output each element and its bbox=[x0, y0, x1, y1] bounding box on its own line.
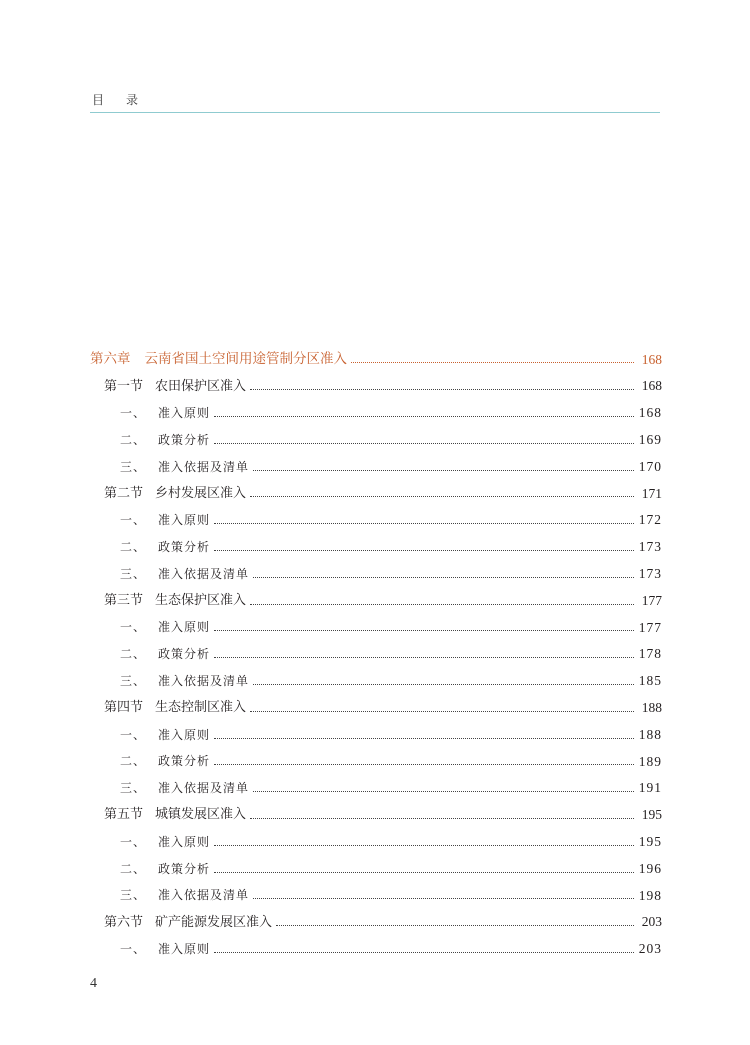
toc-entry-label bbox=[120, 729, 210, 741]
toc-entry-label bbox=[104, 701, 246, 714]
toc-entry-title: 矿产能源发展区准入 bbox=[155, 914, 273, 930]
toc-section-row[interactable] bbox=[90, 480, 662, 507]
toc-entry-title: 准入依据及清单 bbox=[158, 459, 250, 474]
toc-entry-page: 170 bbox=[638, 458, 662, 474]
toc-entry-number: 三、 bbox=[120, 781, 147, 796]
toc-dot-leader bbox=[250, 710, 634, 712]
toc-entry-number: 二、 bbox=[120, 539, 147, 554]
toc-entry-page: 178 bbox=[638, 646, 662, 662]
toc-entry-page: 171 bbox=[641, 485, 662, 501]
toc-entry-title: 准入原则 bbox=[158, 620, 211, 635]
toc-entry-number: 三、 bbox=[120, 459, 147, 474]
toc-entry-title: 准入依据及清单 bbox=[158, 566, 250, 581]
toc-entry-label bbox=[120, 461, 249, 473]
toc-entry-number: 一、 bbox=[120, 620, 147, 635]
toc-entry-label bbox=[120, 675, 249, 687]
toc-item-row[interactable] bbox=[90, 775, 662, 802]
toc-dot-leader bbox=[276, 924, 634, 926]
toc-entry-label bbox=[90, 350, 347, 367]
toc-dot-leader bbox=[253, 576, 634, 578]
toc-entry-page: 173 bbox=[638, 539, 662, 555]
toc-entry-label bbox=[120, 621, 210, 633]
toc-entry-label bbox=[120, 514, 210, 526]
toc-dot-leader bbox=[214, 549, 634, 551]
toc-entry-number: 第四节 bbox=[104, 700, 144, 716]
toc-dot-leader bbox=[351, 361, 634, 363]
toc-entry-label bbox=[104, 487, 246, 500]
toc-entry-title: 农田保护区准入 bbox=[155, 378, 247, 394]
toc-entry-label bbox=[120, 407, 210, 419]
toc-entry-label bbox=[104, 594, 246, 607]
toc-entry-number: 三、 bbox=[120, 888, 147, 903]
toc-entry-number: 三、 bbox=[120, 566, 147, 581]
toc-entry-page: 177 bbox=[641, 592, 662, 608]
toc-entry-title: 乡村发展区准入 bbox=[155, 485, 247, 501]
toc-entry-title: 政策分析 bbox=[158, 539, 211, 554]
toc-entry-number: 二、 bbox=[120, 861, 147, 876]
header-rule bbox=[90, 112, 660, 113]
toc-entry-number: 二、 bbox=[120, 647, 147, 662]
toc-dot-leader bbox=[214, 522, 634, 524]
toc-section-row[interactable] bbox=[90, 909, 662, 936]
toc-item-row[interactable] bbox=[90, 641, 662, 668]
toc-item-row[interactable] bbox=[90, 828, 662, 855]
toc-entry-number: 二、 bbox=[120, 754, 147, 769]
toc-entry-number: 一、 bbox=[120, 834, 147, 849]
toc-item-row[interactable] bbox=[90, 453, 662, 480]
toc-entry-title: 政策分析 bbox=[158, 432, 211, 447]
toc-entry-label bbox=[120, 782, 249, 794]
toc-entry-title: 准入原则 bbox=[158, 513, 211, 528]
toc-entry-number: 一、 bbox=[120, 941, 147, 956]
toc-dot-leader bbox=[214, 415, 634, 417]
toc-dot-leader bbox=[214, 763, 634, 765]
toc-entry-number: 一、 bbox=[120, 727, 147, 742]
toc-dot-leader bbox=[250, 388, 634, 390]
toc-entry-title: 准入依据及清单 bbox=[158, 888, 250, 903]
toc-dot-leader bbox=[214, 629, 634, 631]
toc-dot-leader bbox=[214, 737, 634, 739]
toc-entry-label bbox=[104, 808, 246, 821]
toc-entry-page: 188 bbox=[641, 700, 662, 715]
toc-entry-number: 第六节 bbox=[104, 914, 144, 930]
toc-entry-page: 198 bbox=[638, 887, 662, 903]
toc-entry-title: 准入原则 bbox=[158, 834, 211, 849]
toc-entry-page: 203 bbox=[638, 941, 662, 957]
header-title: 目录 bbox=[92, 93, 161, 107]
toc-entry-title: 政策分析 bbox=[158, 647, 211, 662]
toc-section-row[interactable] bbox=[90, 802, 662, 829]
toc-entry-page: 203 bbox=[641, 914, 662, 930]
toc-entry-page: 195 bbox=[638, 833, 662, 849]
toc-item-row[interactable] bbox=[90, 614, 662, 641]
toc-item-row[interactable] bbox=[90, 668, 662, 695]
toc-section-row[interactable] bbox=[90, 373, 662, 400]
toc-item-row[interactable] bbox=[90, 400, 662, 427]
toc-entry-number: 第六章 bbox=[90, 350, 131, 367]
toc-entry-title: 政策分析 bbox=[158, 861, 211, 876]
toc-entry-title: 准入依据及清单 bbox=[158, 673, 250, 688]
toc-item-row[interactable] bbox=[90, 748, 662, 775]
toc-dot-leader bbox=[214, 656, 634, 658]
toc-entry-title: 政策分析 bbox=[158, 754, 211, 769]
toc-entry-label bbox=[120, 863, 210, 875]
toc-item-row[interactable] bbox=[90, 855, 662, 882]
toc-dot-leader bbox=[253, 469, 634, 471]
toc-entry-label bbox=[120, 648, 210, 660]
toc-entry-label bbox=[120, 836, 210, 848]
toc-entry-label bbox=[104, 380, 246, 393]
toc-dot-leader bbox=[250, 817, 634, 819]
toc-entry-page: 177 bbox=[638, 619, 662, 635]
toc-entry-number: 第二节 bbox=[104, 485, 144, 501]
toc-section-row[interactable] bbox=[90, 587, 662, 614]
toc-entry-title: 城镇发展区准入 bbox=[155, 807, 247, 823]
toc-entry-title: 准入原则 bbox=[158, 727, 211, 742]
toc-entry-number: 三、 bbox=[120, 673, 147, 688]
toc-entry-page: 168 bbox=[641, 351, 662, 367]
table-of-contents bbox=[90, 346, 662, 962]
toc-entry-title: 准入原则 bbox=[158, 405, 211, 420]
toc-entry-page: 185 bbox=[638, 673, 662, 689]
toc-entry-page: 173 bbox=[638, 566, 662, 582]
toc-dot-leader bbox=[250, 495, 634, 497]
toc-item-row[interactable] bbox=[90, 721, 662, 748]
toc-item-row[interactable] bbox=[90, 936, 662, 963]
toc-entry-label bbox=[120, 755, 210, 767]
toc-entry-page: 168 bbox=[641, 378, 662, 394]
toc-entry-page: 195 bbox=[641, 807, 662, 823]
toc-entry-label bbox=[120, 434, 210, 446]
toc-entry-label bbox=[120, 568, 249, 580]
toc-entry-title: 生态控制区准入 bbox=[155, 700, 247, 716]
toc-entry-label bbox=[120, 943, 210, 955]
toc-entry-title: 云南省国土空间用途管制分区准入 bbox=[144, 350, 347, 367]
toc-entry-number: 二、 bbox=[120, 432, 147, 447]
toc-entry-title: 准入原则 bbox=[158, 941, 211, 956]
toc-section-row[interactable] bbox=[90, 694, 662, 721]
toc-dot-leader bbox=[214, 871, 634, 873]
toc-item-row[interactable] bbox=[90, 534, 662, 561]
toc-entry-label bbox=[120, 889, 249, 901]
toc-entry-title: 生态保护区准入 bbox=[155, 593, 247, 609]
toc-entry-page: 196 bbox=[638, 860, 662, 876]
toc-entry-number: 一、 bbox=[120, 405, 147, 420]
toc-item-row[interactable] bbox=[90, 560, 662, 587]
toc-entry-title: 准入依据及清单 bbox=[158, 781, 250, 796]
toc-entry-number: 一、 bbox=[120, 513, 147, 528]
toc-item-row[interactable] bbox=[90, 882, 662, 909]
toc-entry-page: 189 bbox=[638, 753, 662, 769]
toc-entry-page: 172 bbox=[638, 512, 662, 528]
toc-dot-leader bbox=[250, 603, 634, 605]
toc-entry-page: 188 bbox=[638, 726, 662, 742]
toc-dot-leader bbox=[214, 951, 634, 953]
toc-entry-page: 191 bbox=[638, 780, 662, 796]
toc-dot-leader bbox=[214, 442, 634, 444]
toc-dot-leader bbox=[214, 844, 634, 846]
toc-entry-page: 168 bbox=[638, 405, 662, 421]
toc-dot-leader bbox=[253, 790, 634, 792]
toc-entry-page: 169 bbox=[638, 432, 662, 448]
toc-dot-leader bbox=[253, 683, 634, 685]
toc-entry-number: 第三节 bbox=[104, 593, 144, 609]
page-number: 4 bbox=[90, 976, 97, 991]
toc-entry-number: 第一节 bbox=[104, 378, 144, 394]
toc-entry-label bbox=[104, 916, 272, 929]
toc-chapter-row[interactable] bbox=[90, 346, 662, 373]
toc-item-row[interactable] bbox=[90, 507, 662, 534]
toc-entry-number: 第五节 bbox=[104, 807, 144, 823]
toc-entry-label bbox=[120, 541, 210, 553]
toc-dot-leader bbox=[253, 897, 634, 899]
running-header bbox=[90, 91, 660, 113]
toc-item-row[interactable] bbox=[90, 426, 662, 453]
